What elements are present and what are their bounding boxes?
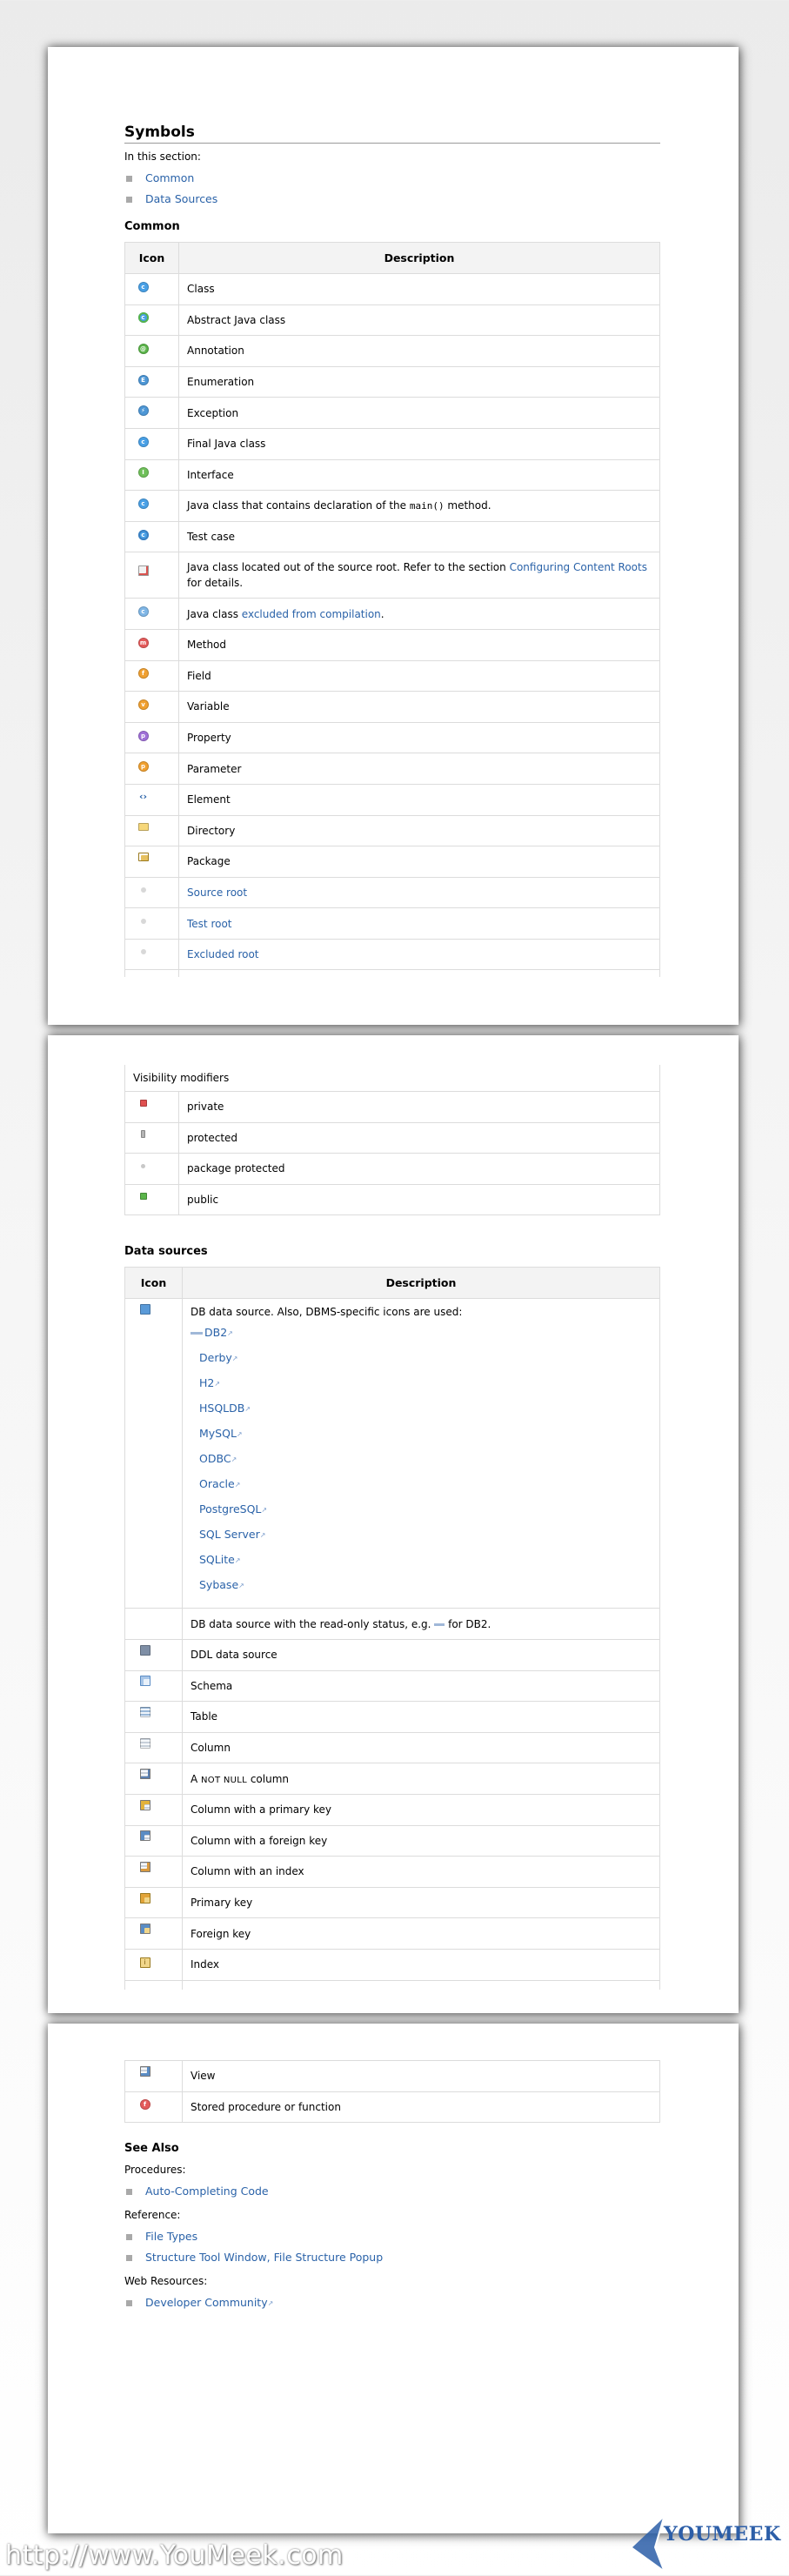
link-hsqldb[interactable]: HSQLDB — [199, 1402, 245, 1415]
db2-readonly-icon — [434, 1623, 445, 1626]
parameter-icon: p — [138, 761, 149, 772]
readonly-text: DB data source with the read-only status, e.g. — [191, 1617, 435, 1630]
row-text-after: column — [247, 1772, 290, 1785]
external-link-icon: ↗ — [259, 1531, 266, 1540]
class-icon: c — [138, 282, 149, 292]
icon-column-header: Icon — [125, 1268, 183, 1299]
table-row — [125, 908, 660, 940]
field-icon: f — [138, 668, 149, 679]
list-item — [124, 189, 660, 210]
table-row-continued — [125, 1980, 660, 1990]
list-item — [191, 1320, 652, 1345]
external-link-icon: ↗ — [231, 1355, 238, 1363]
table-row — [125, 1918, 660, 1950]
final-class-icon: c — [138, 437, 149, 447]
link-common[interactable]: Common — [145, 171, 195, 184]
not-null-column-icon — [140, 1769, 150, 1779]
logo-text: YOUMEEK — [664, 2523, 781, 2546]
link-excluded-root[interactable]: Excluded root — [187, 948, 259, 961]
row-text: Primary key — [183, 1887, 660, 1918]
table-header-row — [125, 243, 660, 274]
column-icon — [140, 1738, 150, 1749]
list-item — [124, 168, 660, 189]
common-heading: Common — [124, 220, 180, 233]
outside-source-icon — [138, 565, 149, 576]
link-sybase[interactable]: Sybase — [199, 1578, 239, 1592]
external-link-icon: ↗ — [244, 1405, 251, 1414]
row-text: Abstract Java class — [179, 304, 660, 336]
source-root-icon — [141, 887, 146, 893]
description-column-header: Description — [179, 243, 660, 274]
table-row — [125, 629, 660, 660]
external-link-icon: ↗ — [267, 2299, 274, 2308]
visibility-heading: Visibility modifiers — [125, 1065, 660, 1092]
index-column-icon — [140, 1862, 150, 1872]
table-row — [125, 398, 660, 429]
common-symbols-table — [124, 242, 660, 977]
view-icon — [140, 2066, 150, 2077]
package-protected-icon — [141, 1164, 145, 1168]
see-also-heading: See Also — [124, 2142, 179, 2156]
property-icon: p — [138, 731, 149, 741]
table-row — [125, 304, 660, 336]
ddl-data-source-icon — [140, 1645, 150, 1656]
table-row — [125, 491, 660, 522]
row-text: Foreign key — [183, 1918, 660, 1950]
table-icon — [140, 1707, 150, 1717]
row-text-after: . — [380, 607, 384, 620]
dbms-list — [191, 1320, 652, 1597]
row-text: A — [191, 1772, 202, 1785]
table-row — [125, 877, 660, 908]
row-text-after: method. — [444, 499, 491, 512]
table-row — [125, 428, 660, 459]
row-text: protected — [179, 1122, 660, 1154]
link-derby[interactable]: Derby — [199, 1351, 232, 1365]
row-text: Column with an index — [183, 1857, 660, 1888]
in-section-label: In this section: — [124, 151, 201, 163]
document-page-1 — [48, 47, 739, 1025]
package-icon — [138, 853, 149, 861]
table-row — [125, 599, 660, 630]
table-row — [125, 1670, 660, 1702]
external-link-icon: ↗ — [261, 1506, 268, 1515]
row-text: Java class that contains declaration of the — [187, 499, 410, 512]
table-row — [125, 2091, 660, 2123]
link-sqlite[interactable]: SQLite — [199, 1553, 235, 1567]
foreign-key-icon — [140, 1924, 150, 1934]
list-item — [191, 1446, 652, 1471]
row-text: Java class — [187, 607, 242, 620]
document-page-3 — [48, 2024, 739, 2533]
row-text: Index — [183, 1949, 660, 1980]
list-item — [191, 1471, 652, 1496]
element-icon: ‹› — [138, 791, 148, 803]
table-row — [125, 939, 660, 970]
procedures-label: Procedures: — [124, 2164, 186, 2177]
row-text: Exception — [179, 398, 660, 429]
row-text: Final Java class — [179, 428, 660, 459]
table-row — [125, 1825, 660, 1857]
enumeration-icon: E — [138, 375, 149, 385]
row-text: Column — [183, 1732, 660, 1763]
list-item — [124, 2226, 660, 2247]
list-item — [191, 1345, 652, 1370]
link-developer-community[interactable]: Developer Community — [145, 2296, 268, 2310]
table-row — [125, 2061, 660, 2092]
table-row — [125, 1184, 660, 1215]
row-text: Parameter — [179, 753, 660, 785]
table-row — [125, 521, 660, 552]
table-row — [125, 1887, 660, 1918]
page-1-content — [124, 124, 660, 977]
procedures-list — [124, 2181, 660, 2202]
description-column-header: Description — [183, 1268, 660, 1299]
data-sources-table-continued — [124, 2060, 660, 2123]
list-item — [124, 2181, 660, 2202]
list-item — [191, 1370, 652, 1395]
abstract-class-icon: c — [138, 312, 149, 323]
icon-column-header: Icon — [125, 243, 179, 274]
page-title: Symbols — [124, 124, 660, 144]
row-text: Stored procedure or function — [183, 2091, 660, 2123]
page-2-content — [124, 1065, 660, 1990]
section-links — [124, 168, 660, 210]
list-item — [191, 1547, 652, 1572]
data-sources-heading: Data sources — [124, 1245, 208, 1259]
link-odbc[interactable]: ODBC — [199, 1452, 231, 1466]
primary-key-column-icon — [140, 1800, 150, 1810]
watermark-url: http://www.YouMeek.com — [5, 2540, 344, 2571]
table-row — [125, 459, 660, 491]
table-row — [125, 552, 660, 599]
row-text: Interface — [179, 459, 660, 491]
row-text: public — [179, 1184, 660, 1215]
table-row — [125, 274, 660, 305]
reference-list — [124, 2226, 660, 2268]
excluded-root-icon — [141, 949, 146, 954]
table-row — [125, 336, 660, 367]
table-row — [125, 1299, 660, 1609]
list-item — [191, 1496, 652, 1522]
primary-key-icon — [140, 1893, 150, 1904]
table-row — [125, 1794, 660, 1825]
table-row — [125, 1702, 660, 1733]
list-item — [191, 1572, 652, 1597]
table-row — [125, 722, 660, 753]
row-text: Field — [179, 660, 660, 692]
link-sql-server[interactable]: SQL Server — [199, 1528, 260, 1542]
link-h2[interactable]: H2 — [199, 1376, 215, 1390]
variable-icon: v — [138, 699, 149, 710]
table-row — [125, 1949, 660, 1980]
row-text: package protected — [179, 1154, 660, 1185]
row-text: Property — [179, 722, 660, 753]
excluded-class-icon: c — [138, 606, 149, 617]
external-link-icon: ↗ — [234, 1556, 241, 1565]
list-item — [124, 2292, 660, 2313]
method-icon: m — [138, 638, 149, 648]
row-text: Enumeration — [179, 366, 660, 398]
table-row — [125, 1065, 660, 1092]
table-row — [125, 815, 660, 846]
link-db2[interactable]: DB2 — [204, 1326, 228, 1340]
row-text: Test case — [179, 521, 660, 552]
row-text: Directory — [179, 815, 660, 846]
link-postgresql[interactable]: PostgreSQL — [199, 1502, 262, 1516]
link-structure-tool-window[interactable]: Structure Tool Window, File Structure Popup — [145, 2251, 384, 2265]
db-row-text: DB data source. Also, DBMS-specific icons are used: — [191, 1306, 463, 1319]
schema-icon — [140, 1676, 150, 1686]
readonly-text-after: for DB2. — [445, 1617, 491, 1630]
exception-icon: ⚡ — [138, 405, 149, 416]
list-item — [191, 1522, 652, 1547]
row-text: Annotation — [179, 336, 660, 367]
table-row — [125, 660, 660, 692]
external-link-icon: ↗ — [238, 1582, 244, 1590]
db2-icon — [191, 1332, 203, 1335]
not-null-text: NOT NULL — [201, 1775, 248, 1785]
row-text: Table — [183, 1702, 660, 1733]
stored-procedure-icon: f — [140, 2099, 150, 2110]
web-resources-list — [124, 2292, 660, 2313]
test-case-icon: c — [138, 530, 149, 540]
table-row — [125, 1092, 660, 1123]
external-link-icon: ↗ — [227, 1329, 233, 1338]
row-text: Column with a foreign key — [183, 1825, 660, 1857]
table-row — [125, 784, 660, 815]
table-header-row — [125, 1268, 660, 1299]
table-row — [125, 1609, 660, 1640]
protected-icon — [141, 1130, 145, 1138]
directory-icon — [138, 823, 149, 831]
table-row — [125, 1732, 660, 1763]
link-auto-completing-code[interactable]: Auto-Completing Code — [145, 2185, 269, 2198]
page-3-content — [124, 2060, 660, 2313]
table-row-continued — [125, 970, 660, 978]
row-text: Method — [179, 629, 660, 660]
row-text: Column with a primary key — [183, 1794, 660, 1825]
link-excluded-from-compilation[interactable]: excluded from compilation — [241, 607, 381, 620]
row-text: Package — [179, 846, 660, 878]
list-item — [191, 1395, 652, 1421]
row-text: Class — [179, 274, 660, 305]
row-text: View — [183, 2061, 660, 2092]
link-oracle[interactable]: Oracle — [199, 1477, 235, 1491]
external-link-icon: ↗ — [231, 1455, 237, 1464]
table-row — [125, 366, 660, 398]
web-resources-label: Web Resources: — [124, 2275, 208, 2288]
data-sources-table — [124, 1267, 660, 1989]
row-text-after: for details. — [187, 577, 244, 590]
row-text: Variable — [179, 692, 660, 723]
youmeek-logo — [629, 2511, 782, 2573]
foreign-key-column-icon — [140, 1830, 150, 1841]
reference-label: Reference: — [124, 2209, 181, 2222]
index-icon: i — [140, 1957, 150, 1968]
table-row — [125, 1857, 660, 1888]
row-text: DDL data source — [183, 1639, 660, 1670]
table-row — [125, 1639, 660, 1670]
external-link-icon: ↗ — [234, 1481, 241, 1489]
code-main: main() — [409, 500, 445, 512]
list-item — [124, 2247, 660, 2268]
link-test-root[interactable]: Test root — [187, 917, 232, 930]
link-data-sources[interactable]: Data Sources — [145, 192, 218, 205]
link-configuring-content-roots[interactable]: Configuring Content Roots — [509, 561, 647, 574]
main-class-icon: c — [138, 498, 149, 509]
table-row — [125, 1154, 660, 1185]
link-file-types[interactable]: File Types — [145, 2230, 198, 2244]
row-text: Schema — [183, 1670, 660, 1702]
public-icon — [140, 1193, 147, 1200]
row-text: Java class located out of the source root. Refer to the section — [187, 561, 510, 574]
link-mysql[interactable]: MySQL — [199, 1427, 237, 1441]
table-row — [125, 846, 660, 878]
list-item — [191, 1421, 652, 1446]
table-row — [125, 1763, 660, 1795]
db-data-source-icon — [140, 1304, 150, 1315]
row-text: private — [179, 1092, 660, 1123]
visibility-modifiers-table — [124, 1065, 660, 1215]
private-icon — [140, 1100, 147, 1107]
test-root-icon — [141, 919, 146, 924]
document-page-2 — [48, 1035, 739, 2013]
table-row — [125, 692, 660, 723]
external-link-icon: ↗ — [214, 1380, 221, 1388]
row-text: Element — [179, 784, 660, 815]
interface-icon: I — [138, 467, 149, 478]
external-link-icon: ↗ — [236, 1430, 243, 1439]
table-row — [125, 753, 660, 785]
annotation-icon: @ — [138, 344, 149, 354]
link-source-root[interactable]: Source root — [187, 886, 248, 899]
table-row — [125, 1122, 660, 1154]
